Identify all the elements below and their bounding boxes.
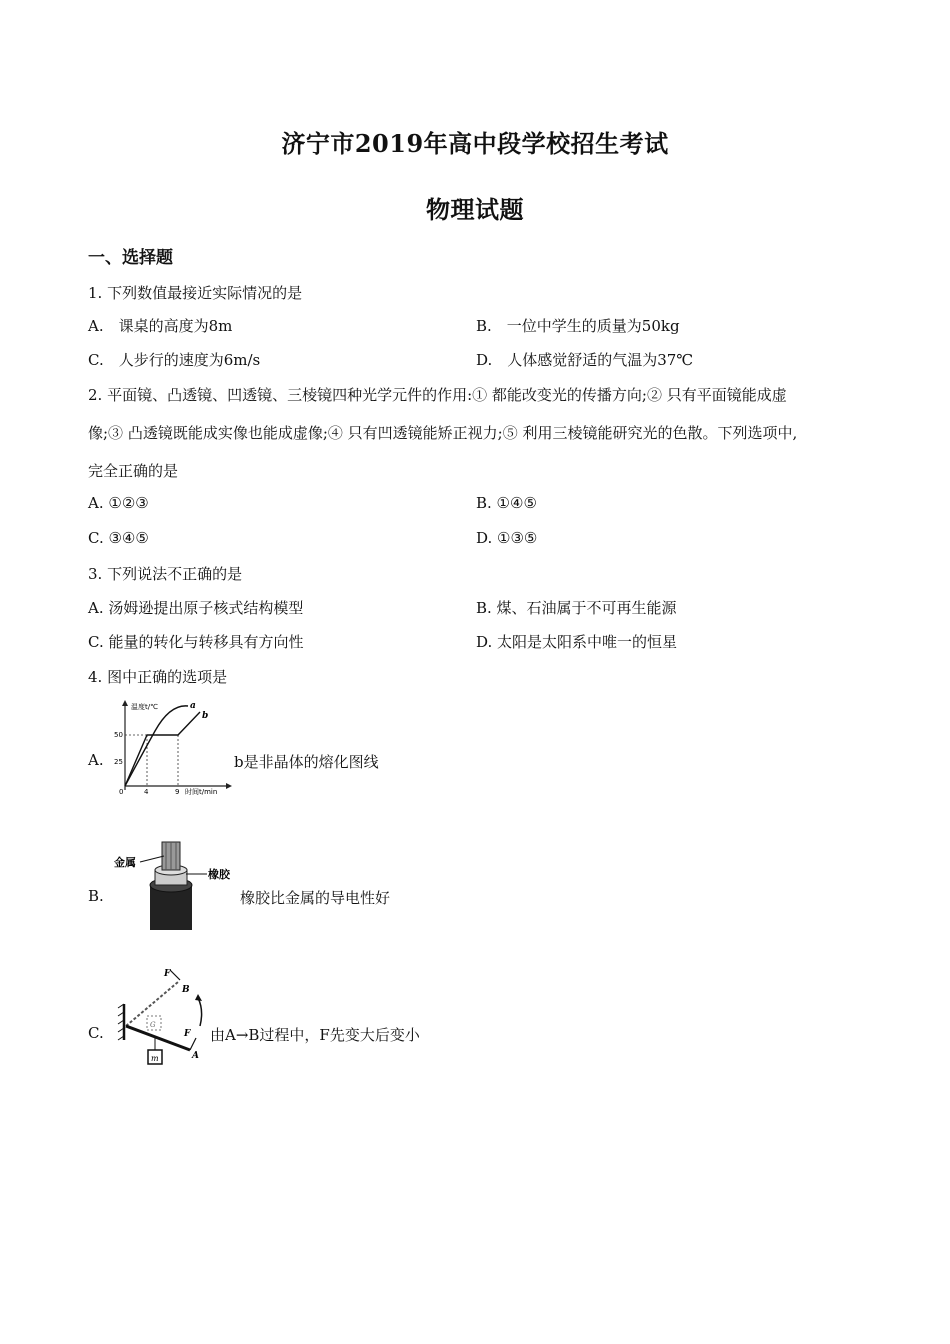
question-1-stem: 1. 下列数值最接近实际情况的是 (88, 284, 303, 302)
graph-curve-b (125, 712, 200, 786)
question-4-option-a-letter: A. (88, 751, 104, 769)
question-2-option-a: A. ①②③ (88, 494, 149, 512)
cable-metal-pointer (140, 856, 164, 862)
lever-label-f-bottom: F (184, 1029, 191, 1039)
question-2-option-b: B. ①④⑤ (476, 494, 537, 512)
section-heading: 一、选择题 (88, 248, 173, 268)
cable-figure (110, 830, 240, 930)
lever-label-f-top: F (164, 969, 171, 979)
lever-label-g: G (150, 1021, 156, 1029)
question-4-option-b-caption: 橡胶比金属的导电性好 (240, 889, 391, 907)
question-1-option-d: D. 人体感觉舒适的气温为37℃ (476, 351, 694, 369)
question-1-option-c: C. 人步行的速度为6m/s (88, 351, 261, 369)
graph-curve-a-label: a (190, 701, 196, 711)
question-4-option-b-letter: B. (88, 887, 104, 905)
graph-x-tick-4: 4 (144, 788, 149, 796)
question-4-option-a-caption: b是非晶体的熔化图线 (234, 753, 379, 771)
graph-y-axis-arrow (122, 700, 128, 706)
graph-x-label: 时间t/min (185, 788, 218, 796)
lever-position-b (126, 982, 178, 1026)
exam-title: 济宁市2019年高中段学校招生考试 (281, 129, 669, 158)
melting-graph-figure (110, 698, 270, 798)
question-2-stem-line-2: 像;③ 凸透镜既能成实像也能成虚像;④ 只有凹透镜能矫正视力;⑤ 利用三棱镜能研究光的色散。下列选项中, (88, 424, 798, 442)
question-2-option-c: C. ③④⑤ (88, 529, 149, 547)
exam-subtitle: 物理试题 (426, 195, 524, 224)
cable-label-rubber: 橡胶 (208, 868, 230, 881)
question-4-option-c-letter: C. (88, 1024, 104, 1042)
lever-rotation-arrow (198, 998, 202, 1026)
graph-x-tick-9: 9 (175, 788, 180, 796)
question-1-option-a: A. 课桌的高度为8m (88, 317, 233, 335)
graph-y-label: 温度t/℃ (131, 703, 158, 711)
question-1-option-b: B. 一位中学生的质量为50kg (476, 317, 680, 335)
question-4-option-c-caption: 由A→B过程中，F先变大后变小 (210, 1026, 420, 1044)
cable-label-metal: 金属 (114, 856, 136, 869)
question-3-stem: 3. 下列说法不正确的是 (88, 565, 243, 583)
graph-y-tick-25: 25 (114, 758, 123, 766)
graph-curve-a (125, 706, 188, 786)
lever-force-f-at-a (190, 1038, 196, 1050)
question-3-option-a: A. 汤姆逊提出原子核式结构模型 (88, 599, 304, 617)
lever-label-a: A (192, 1051, 199, 1061)
question-3-option-c: C. 能量的转化与转移具有方向性 (88, 633, 304, 651)
graph-x-tick-0: 0 (119, 788, 124, 796)
question-2-stem-line-1: 2. 平面镜、凸透镜、凹透镜、三棱镜四种光学元件的作用:① 都能改变光的传播方向;② 只有平面镜能成虚 (88, 386, 787, 404)
lever-label-b: B (182, 985, 190, 995)
lever-label-m: m (151, 1054, 159, 1063)
question-3-option-d: D. 太阳是太阳系中唯一的恒星 (476, 633, 678, 651)
lever-position-a (126, 1026, 190, 1050)
question-4-stem: 4. 图中正确的选项是 (88, 668, 228, 686)
lever-force-f-at-b (170, 970, 180, 980)
question-3-option-b: B. 煤、石油属于不可再生能源 (476, 599, 677, 617)
question-2-stem-line-3: 完全正确的是 (88, 462, 179, 480)
lever-figure (110, 964, 210, 1072)
graph-x-axis-arrow (226, 783, 232, 789)
graph-y-tick-50: 50 (114, 731, 123, 739)
question-2-option-d: D. ①③⑤ (476, 529, 538, 547)
graph-curve-b-label: b (202, 711, 209, 721)
lever-rotation-arrowhead (195, 994, 202, 1001)
